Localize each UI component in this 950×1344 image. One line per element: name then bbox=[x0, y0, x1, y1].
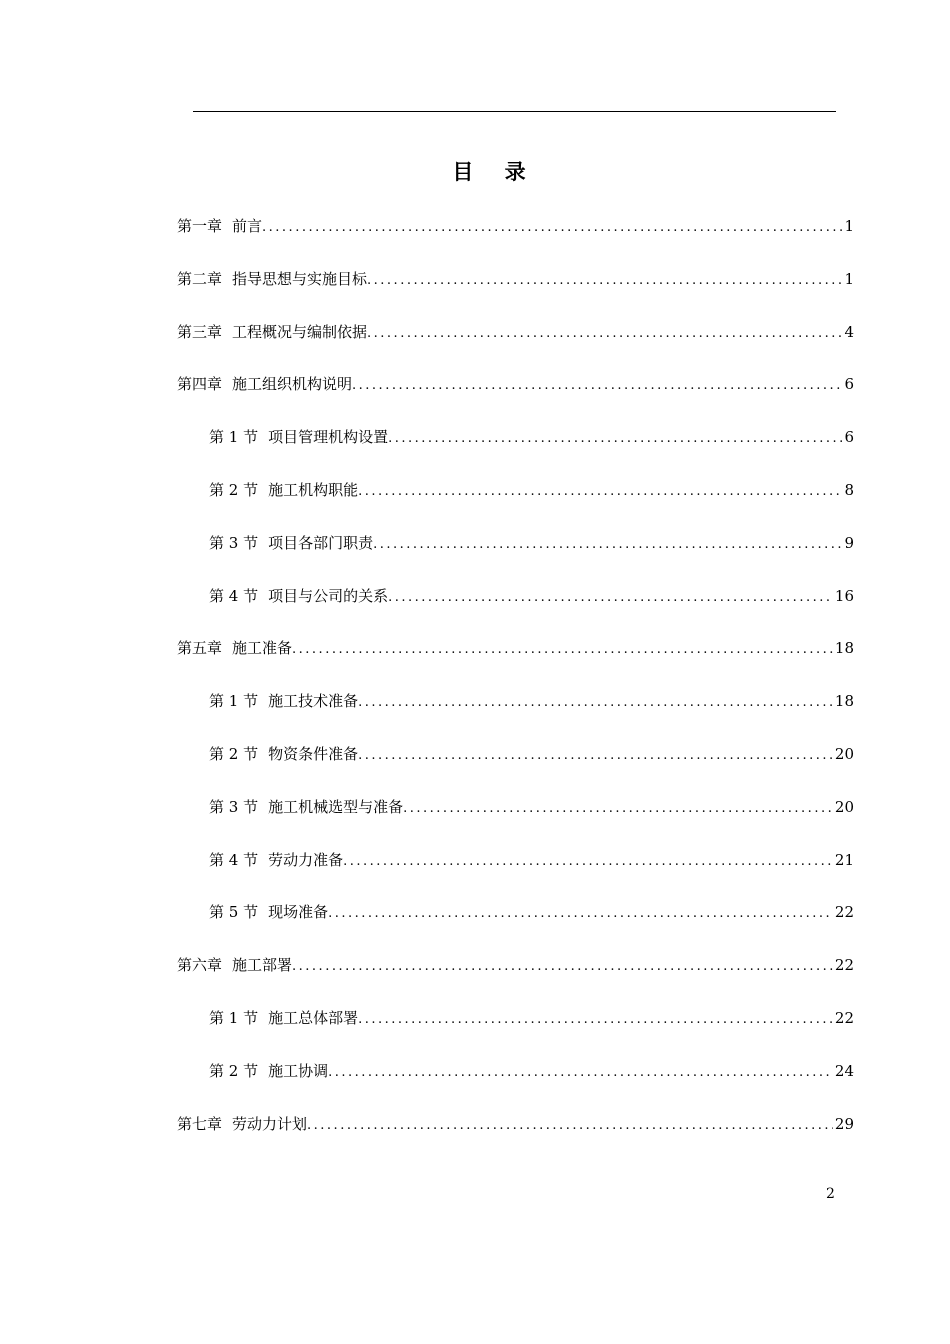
toc-dot-leader bbox=[343, 852, 833, 872]
toc-entry-section[interactable] bbox=[209, 1008, 854, 1030]
toc-entry-page: 22 bbox=[834, 903, 854, 922]
toc-entry-number: 第七章 bbox=[177, 1114, 223, 1133]
toc-entry-section[interactable] bbox=[209, 902, 854, 924]
toc-dot-leader bbox=[367, 271, 842, 291]
toc-dot-leader bbox=[328, 904, 833, 924]
toc-entry-page: 20 bbox=[834, 797, 854, 816]
toc-entry-page: 22 bbox=[834, 1009, 854, 1027]
toc-entry-number: 第五章 bbox=[177, 639, 223, 658]
toc-entry-section[interactable] bbox=[209, 797, 854, 819]
toc-dot-leader bbox=[388, 429, 842, 449]
toc-entry-chapter[interactable] bbox=[177, 1114, 854, 1136]
toc-entry-title: 劳动力准备 bbox=[268, 850, 344, 869]
toc-entry-title: 施工机构职能 bbox=[268, 481, 359, 499]
toc-dot-leader bbox=[367, 324, 842, 344]
toc-entry-title: 前言 bbox=[232, 217, 263, 235]
toc-dot-leader bbox=[403, 799, 833, 819]
toc-entry-page: 4 bbox=[844, 322, 854, 341]
toc-entry-title: 工程概况与编制依据 bbox=[232, 322, 368, 341]
toc-entry-title: 项目与公司的关系 bbox=[268, 586, 389, 605]
toc-entry-number: 第 2 节 bbox=[209, 745, 259, 763]
toc-entry-page: 6 bbox=[844, 428, 854, 447]
toc-entry-number: 第一章 bbox=[177, 217, 223, 235]
toc-entry-number: 第 2 节 bbox=[209, 481, 259, 499]
toc-entry-number: 第 1 节 bbox=[209, 428, 259, 447]
toc-entry-page: 20 bbox=[834, 745, 854, 763]
toc-dot-leader bbox=[358, 746, 833, 766]
toc-entry-title: 劳动力计划 bbox=[232, 1114, 308, 1133]
toc-entry-number: 第 3 节 bbox=[209, 797, 259, 816]
toc-dot-leader bbox=[358, 1010, 833, 1030]
header-rule bbox=[193, 111, 836, 112]
toc-entry-number: 第 5 节 bbox=[209, 903, 259, 922]
toc-entry-chapter[interactable] bbox=[177, 955, 854, 977]
toc-dot-leader bbox=[358, 693, 833, 713]
toc-dot-leader bbox=[373, 535, 842, 555]
toc-entry-title: 指导思想与实施目标 bbox=[232, 269, 368, 288]
toc-dot-leader bbox=[262, 218, 842, 238]
toc-entry-section[interactable] bbox=[209, 586, 854, 608]
toc-entry-title: 施工总体部署 bbox=[268, 1009, 359, 1027]
toc-entry-number: 第四章 bbox=[177, 375, 223, 394]
toc-entry-title: 施工技术准备 bbox=[268, 692, 359, 711]
toc-entry-page: 9 bbox=[844, 533, 854, 552]
toc-entry-number: 第二章 bbox=[177, 269, 223, 288]
toc-entry-page: 18 bbox=[834, 692, 854, 711]
toc-entry-number: 第 3 节 bbox=[209, 533, 259, 552]
toc-entry-page: 22 bbox=[834, 956, 854, 975]
toc-entry-page: 16 bbox=[834, 586, 854, 605]
toc-entry-chapter[interactable] bbox=[177, 638, 854, 660]
toc-entry-title: 现场准备 bbox=[268, 903, 329, 922]
toc-entry-number: 第六章 bbox=[177, 956, 223, 975]
toc-entry-number: 第 4 节 bbox=[209, 850, 259, 869]
toc-entry-page: 24 bbox=[834, 1061, 854, 1080]
toc-entry-page: 6 bbox=[844, 375, 854, 394]
toc-entry-title: 项目各部门职责 bbox=[268, 533, 374, 552]
toc-entry-section[interactable] bbox=[209, 533, 854, 555]
toc-entry-page: 29 bbox=[834, 1114, 854, 1133]
toc-entry-chapter[interactable] bbox=[177, 216, 854, 238]
toc-entry-page: 1 bbox=[844, 269, 854, 288]
toc-entry-title: 施工部署 bbox=[232, 956, 293, 975]
toc-entry-title: 施工协调 bbox=[268, 1061, 329, 1080]
page-number: 2 bbox=[826, 1186, 835, 1202]
toc-dot-leader bbox=[352, 376, 842, 396]
toc-dot-leader bbox=[292, 957, 833, 977]
toc-entry-page: 21 bbox=[834, 850, 854, 869]
toc-entry-title: 物资条件准备 bbox=[268, 745, 359, 763]
toc-dot-leader bbox=[328, 1063, 833, 1083]
toc-entry-page: 8 bbox=[844, 481, 854, 499]
toc-entry-title: 施工组织机构说明 bbox=[232, 375, 353, 394]
toc-entry-section[interactable] bbox=[209, 1061, 854, 1083]
toc-entry-title: 项目管理机构设置 bbox=[268, 428, 389, 447]
toc-dot-leader bbox=[307, 1116, 833, 1136]
toc-dot-leader bbox=[388, 588, 833, 608]
toc-entry-section[interactable] bbox=[209, 850, 854, 872]
toc-entry-section[interactable] bbox=[209, 691, 854, 713]
toc-entry-title: 施工机械选型与准备 bbox=[268, 797, 404, 816]
toc-dot-leader bbox=[358, 482, 842, 502]
toc-entry-chapter[interactable] bbox=[177, 269, 854, 291]
toc-entry-section[interactable] bbox=[209, 427, 854, 449]
toc-entry-number: 第三章 bbox=[177, 322, 223, 341]
toc-entry-chapter[interactable] bbox=[177, 374, 854, 396]
toc-entry-section[interactable] bbox=[209, 480, 854, 502]
toc-entry-page: 18 bbox=[834, 639, 854, 658]
toc-entry-number: 第 2 节 bbox=[209, 1061, 259, 1080]
toc-entry-title: 施工准备 bbox=[232, 639, 293, 658]
toc-entry-page: 1 bbox=[844, 217, 854, 235]
toc-entry-chapter[interactable] bbox=[177, 322, 854, 344]
page-title: 目 录 bbox=[452, 160, 538, 184]
toc-entry-number: 第 4 节 bbox=[209, 586, 259, 605]
toc-entry-number: 第 1 节 bbox=[209, 692, 259, 711]
toc-entry-number: 第 1 节 bbox=[209, 1009, 259, 1027]
toc-dot-leader bbox=[292, 640, 833, 660]
toc-entry-section[interactable] bbox=[209, 744, 854, 766]
